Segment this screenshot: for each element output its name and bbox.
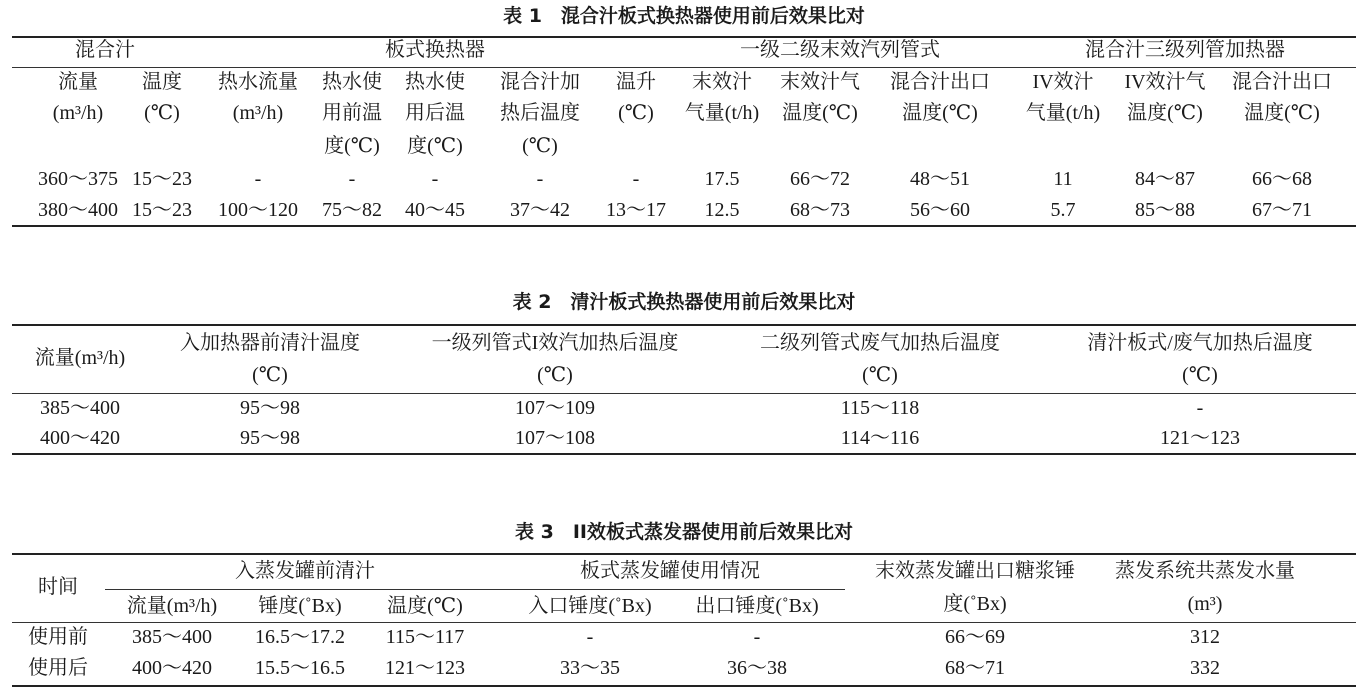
column-header: 流量: [58, 71, 98, 93]
column-header: (℃): [522, 135, 558, 157]
table-cell: 56～60: [910, 199, 970, 221]
table-cell: -: [536, 168, 544, 190]
column-header: IV效汁气: [1124, 71, 1206, 93]
table-title: 表 3 II效板式蒸发器使用前后效果比对: [515, 521, 853, 543]
table-cell: 115～118: [840, 397, 920, 419]
table-cell: 15～23: [132, 199, 192, 221]
group-header: 板式换热器: [385, 39, 485, 61]
column-header: 度(˚Bx): [943, 593, 1007, 615]
table-rule: [12, 67, 1356, 68]
table-cell: 115～117: [385, 626, 465, 648]
column-header: (℃): [144, 102, 180, 124]
table-cell: 121～123: [1160, 427, 1240, 449]
table-cell: 67～71: [1252, 199, 1312, 221]
table-cell: 15.5～16.5: [255, 657, 345, 679]
column-header: 热后温度: [500, 102, 580, 124]
table-cell: 107～109: [515, 397, 595, 419]
column-header: 温度(℃): [1127, 102, 1203, 124]
table-rule: [12, 225, 1356, 227]
column-header: 蒸发系统共蒸发水量: [1115, 560, 1295, 582]
table-title: 表 2 清汁板式换热器使用前后效果比对: [512, 291, 856, 313]
column-header: 热水流量: [218, 71, 298, 93]
table-cell: 332: [1190, 657, 1220, 679]
table-cell: -: [632, 168, 640, 190]
group-header: 板式蒸发罐使用情况: [580, 560, 760, 582]
table-cell: 33～35: [560, 657, 620, 679]
column-header: 时间: [38, 576, 78, 598]
column-header: 入加热器前清汁温度: [180, 332, 360, 354]
table-cell: 114～116: [840, 427, 920, 449]
column-header: 入口锤度(˚Bx): [528, 595, 652, 617]
table-cell: 使用后: [28, 657, 88, 679]
table-cell: 95～98: [240, 397, 300, 419]
table-rule: [12, 453, 1356, 455]
table-cell: 66～68: [1252, 168, 1312, 190]
table-cell: 75～82: [322, 199, 382, 221]
table-cell: -: [254, 168, 262, 190]
group-header: 混合汁: [75, 39, 135, 61]
table-cell: -: [431, 168, 439, 190]
column-header: 气量(t/h): [684, 102, 760, 124]
table-cell: 360～375: [38, 168, 118, 190]
column-header: 清汁板式/废气加热后温度: [1087, 332, 1313, 354]
column-header: 热水使: [405, 71, 465, 93]
column-header: (℃): [252, 364, 288, 386]
column-header: 末效汁: [692, 71, 752, 93]
group-header: 入蒸发罐前清汁: [235, 560, 375, 582]
column-header: 混合汁出口: [1232, 71, 1332, 93]
table-cell: 16.5～17.2: [255, 626, 345, 648]
column-header: (℃): [862, 364, 898, 386]
table-cell: 66～72: [790, 168, 850, 190]
table-cell: 12.5: [704, 199, 740, 221]
column-header: IV效汁: [1032, 71, 1094, 93]
table-cell: 68～73: [790, 199, 850, 221]
table-cell: 312: [1190, 626, 1220, 648]
column-header: 出口锤度(˚Bx): [695, 595, 819, 617]
group-header: 混合汁三级列管加热器: [1085, 39, 1285, 61]
table-cell: 15～23: [132, 168, 192, 190]
column-header: (℃): [618, 102, 654, 124]
table-cell: -: [348, 168, 356, 190]
table-cell: 68～71: [945, 657, 1005, 679]
table-cell: 385～400: [40, 397, 120, 419]
table-rule: [12, 553, 1356, 555]
table-title: 表 1 混合汁板式换热器使用前后效果比对: [503, 5, 865, 27]
table-cell: 48～51: [910, 168, 970, 190]
column-header: (℃): [537, 364, 573, 386]
column-header: 温度(℃): [782, 102, 858, 124]
column-header: 温度(℃): [1244, 102, 1320, 124]
column-header: 气量(t/h): [1025, 102, 1101, 124]
table-cell: 95～98: [240, 427, 300, 449]
column-header: 温度(℃): [902, 102, 978, 124]
column-header: 热水使: [322, 71, 382, 93]
column-header: 末效蒸发罐出口糖浆锤: [875, 560, 1075, 582]
column-header: (m³/h): [52, 102, 104, 124]
table-cell: -: [1196, 397, 1204, 419]
table-cell: 400～420: [132, 657, 212, 679]
table-rule: [12, 393, 1356, 394]
table-cell: 66～69: [945, 626, 1005, 648]
table-rule: [105, 589, 845, 590]
column-header: 用前温: [322, 102, 382, 124]
table-cell: 36～38: [727, 657, 787, 679]
table-cell: -: [586, 626, 594, 648]
column-header: 流量(m³/h): [126, 595, 218, 617]
column-header: 度(℃): [407, 135, 463, 157]
column-header: 流量(m³/h): [34, 347, 126, 369]
column-header: 二级列管式废气加热后温度: [760, 332, 1000, 354]
table-cell: 121～123: [385, 657, 465, 679]
group-header: 一级二级末效汽列管式: [740, 39, 940, 61]
column-header: 温度(℃): [387, 595, 463, 617]
table-cell: 100～120: [218, 199, 298, 221]
table-cell: 37～42: [510, 199, 570, 221]
table-cell: 5.7: [1050, 199, 1076, 221]
table-rule: [12, 324, 1356, 326]
table-rule: [12, 622, 1356, 623]
table-cell: 400～420: [40, 427, 120, 449]
column-header: 温度: [142, 71, 182, 93]
column-header: (m³/h): [232, 102, 284, 124]
table-cell: 380～400: [38, 199, 118, 221]
column-header: 用后温: [405, 102, 465, 124]
column-header: 度(℃): [324, 135, 380, 157]
table-cell: 385～400: [132, 626, 212, 648]
column-header: 温升: [616, 71, 656, 93]
table-cell: 40～45: [405, 199, 465, 221]
table-rule: [12, 685, 1356, 687]
column-header: 混合汁出口: [890, 71, 990, 93]
table-cell: 107～108: [515, 427, 595, 449]
table-cell: 85～88: [1135, 199, 1195, 221]
table-cell: 84～87: [1135, 168, 1195, 190]
column-header: 一级列管式I效汽加热后温度: [431, 332, 679, 354]
column-header: 混合汁加: [500, 71, 580, 93]
table-cell: 使用前: [28, 626, 88, 648]
column-header: (℃): [1182, 364, 1218, 386]
column-header: (m³): [1187, 593, 1223, 615]
table-cell: 11: [1053, 168, 1073, 190]
table-cell: -: [753, 626, 761, 648]
table-cell: 17.5: [704, 168, 740, 190]
column-header: 锤度(˚Bx): [258, 595, 342, 617]
column-header: 末效汁气: [780, 71, 860, 93]
table-cell: 13～17: [606, 199, 666, 221]
